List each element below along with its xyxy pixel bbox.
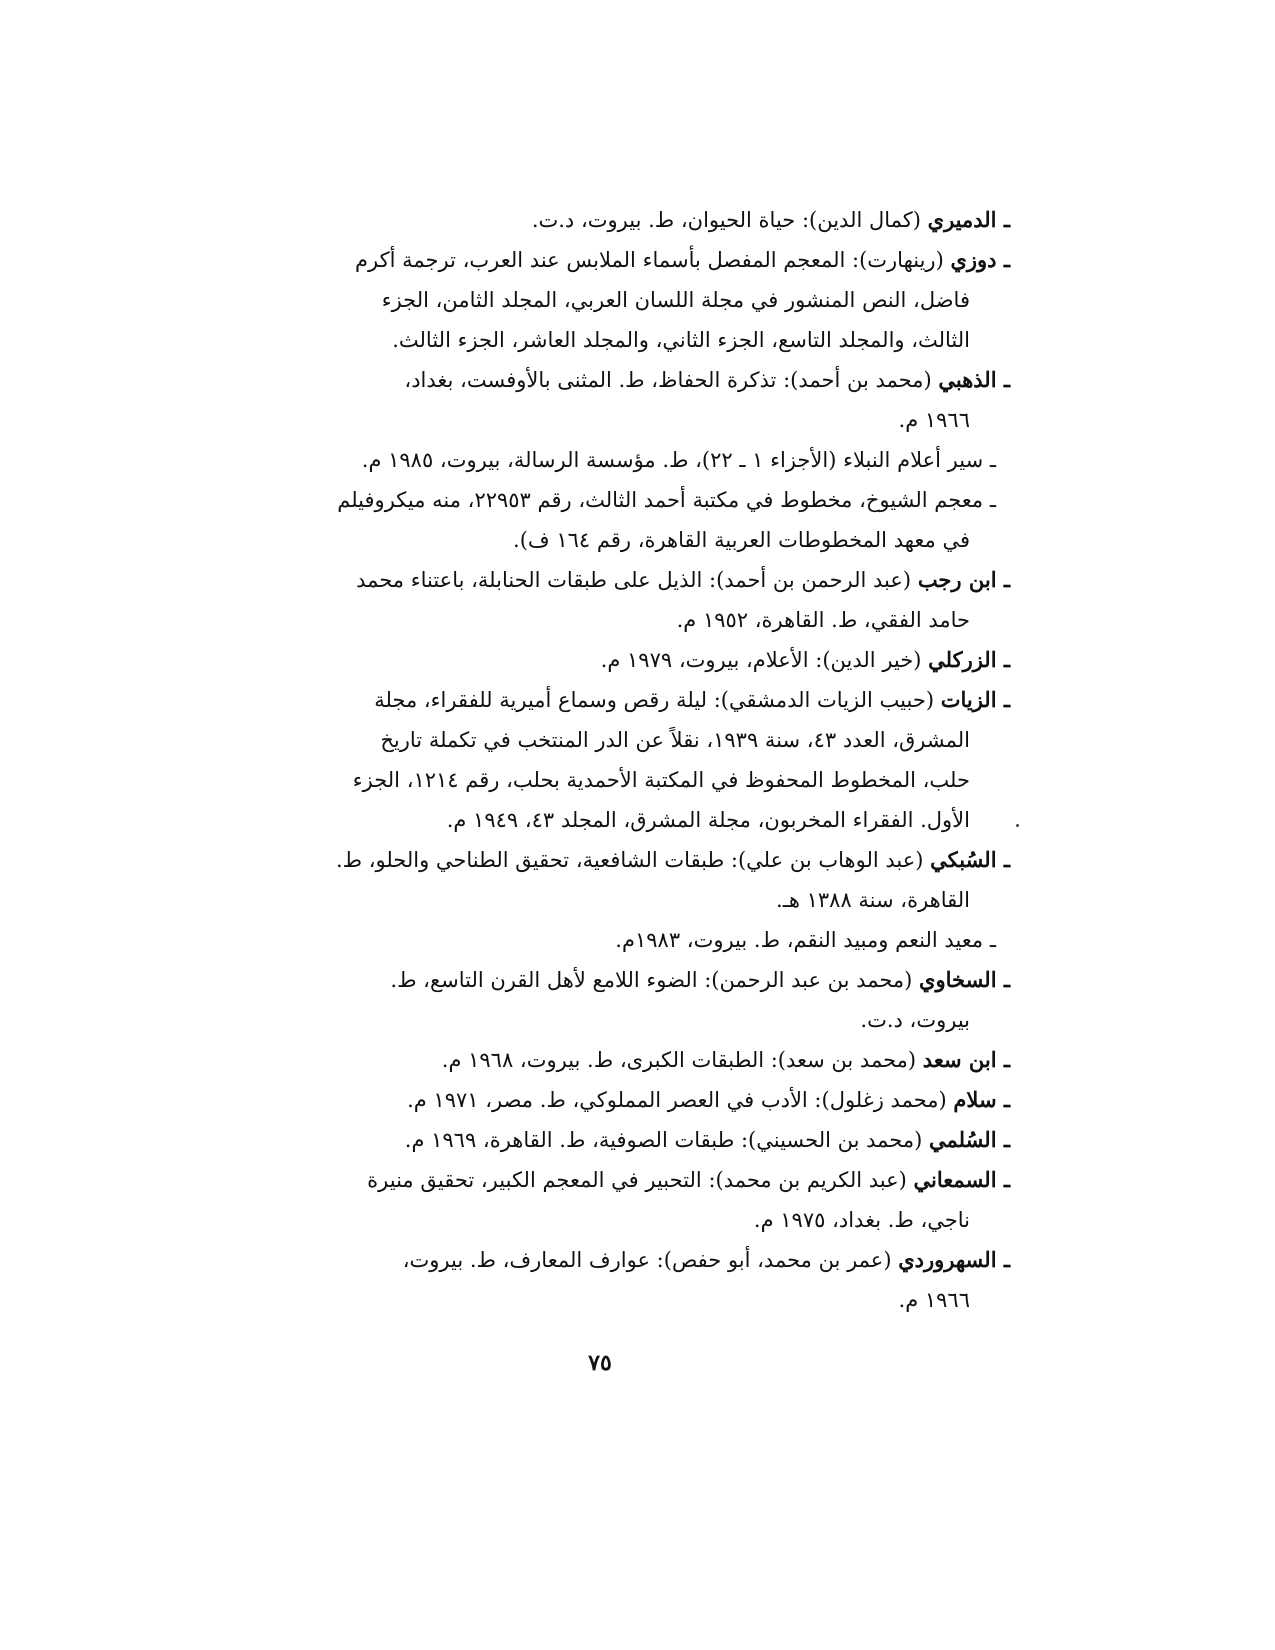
entry-author: ـ السُلمي <box>928 1127 1010 1152</box>
entry-text: (محمد بن الحسيني): طبقات الصوفية، ط. القاهرة، ١٩٦٩ م. <box>404 1128 923 1152</box>
entry-continuation-line <box>220 400 1010 440</box>
entry-text: حلب، المخطوط المحفوظ في المكتبة الأحمدية بحلب، رقم ١٢١٤، الجزء <box>352 768 970 792</box>
entry-continuation-line <box>220 600 1010 640</box>
entry-first-line <box>220 1040 1010 1080</box>
entry-first-line <box>220 1120 1010 1160</box>
entry-first-line <box>220 680 1010 720</box>
entry-text: القاهرة، سنة ١٣٨٨ هـ. <box>776 888 970 912</box>
entry-continuation-line <box>220 1200 1010 1240</box>
entry-text: ـ معجم الشيوخ، مخطوط في مكتبة أحمد الثالث، رقم ٢٢٩٥٣، منه ميكروفيلم <box>337 488 996 512</box>
entry-text: (كمال الدين): حياة الحيوان، ط. بيروت، د.ت. <box>531 208 921 232</box>
bibliography-list <box>220 200 1010 1320</box>
bibliography-entry-dhahabi <box>220 360 1010 440</box>
entry-continuation-line <box>220 320 1010 360</box>
bibliography-entry-samani <box>220 1160 1010 1240</box>
entry-text: ـ سير أعلام النبلاء (الأجزاء ١ ـ ٢٢)، ط. مؤسسة الرسالة، بيروت، ١٩٨٥ م. <box>361 448 996 472</box>
entry-continuation-line <box>220 760 1010 800</box>
bibliography-entry-subki <box>220 840 1010 920</box>
entry-continuation-line <box>220 800 1010 840</box>
bibliography-entry-dhahabi-siyar <box>220 440 1010 480</box>
entry-first-line <box>220 1080 1010 1120</box>
entry-author: ـ السمعاني <box>913 1167 1010 1192</box>
entry-first-line <box>220 240 1010 280</box>
entry-text: (محمد بن سعد): الطبقات الكبرى، ط. بيروت، ١٩٦٨ م. <box>441 1048 917 1072</box>
entry-author: ـ دوزي <box>950 247 1010 272</box>
entry-continuation-line <box>220 520 1010 560</box>
entry-continuation-line <box>220 880 1010 920</box>
entry-text: (عمر بن محمد، أبو حفص): عوارف المعارف، ط. بيروت، <box>402 1248 892 1272</box>
bibliography-entry-sallam <box>220 1080 1010 1120</box>
entry-first-line <box>220 640 1010 680</box>
bibliography-entry-sakhawi <box>220 960 1010 1040</box>
entry-first-line <box>220 360 1010 400</box>
entry-first-line <box>220 1160 1010 1200</box>
entry-continuation-line <box>220 720 1010 760</box>
entry-first-line <box>220 200 1010 240</box>
bibliography-entry-zirikli <box>220 640 1010 680</box>
entry-author: ـ الزركلي <box>928 647 1010 672</box>
entry-text: (عبد الرحمن بن أحمد): الذيل على طبقات الحنابلة، باعتناء محمد <box>356 568 912 592</box>
bibliography-entry-dhahabi-mujam <box>220 480 1010 560</box>
entry-first-line <box>220 840 1010 880</box>
entry-first-line <box>220 920 1010 960</box>
entry-text: (محمد زغلول): الأدب في العصر المملوكي، ط. مصر، ١٩٧١ م. <box>407 1088 947 1112</box>
entry-text: المشرق، العدد ٤٣، سنة ١٩٣٩، نقلاً عن الدر المنتخب في تكملة تاريخ <box>380 728 970 752</box>
entry-first-line <box>220 1240 1010 1280</box>
entry-author: ـ الذهبي <box>938 367 1010 392</box>
page-number: ٧٥ <box>588 1350 612 1376</box>
entry-text: الأول. الفقراء المخربون، مجلة المشرق، المجلد ٤٣، ١٩٤٩ م. <box>446 808 970 832</box>
bibliography-entry-ibn-rajab <box>220 560 1010 640</box>
bibliography-entry-sulami <box>220 1120 1010 1160</box>
entry-text: (رينهارت): المعجم المفصل بأسماء الملابس عند العرب، ترجمة أكرم <box>355 248 944 272</box>
bibliography-entry-subki-muid <box>220 920 1010 960</box>
bibliography-entry-zayyat <box>220 680 1010 840</box>
entry-first-line <box>220 560 1010 600</box>
bibliography-entry-suhrawardi <box>220 1240 1010 1320</box>
entry-text: (عبد الوهاب بن علي): طبقات الشافعية، تحقيق الطناحي والحلو، ط. <box>335 848 924 872</box>
entry-text: في معهد المخطوطات العربية القاهرة، رقم ١٦٤ ف). <box>513 528 970 552</box>
entry-author: ـ الزيات <box>940 687 1010 712</box>
bibliography-entry-ibn-saad <box>220 1040 1010 1080</box>
entry-continuation-line <box>220 1280 1010 1320</box>
entry-text: (محمد بن عبد الرحمن): الضوء اللامع لأهل القرن التاسع، ط. <box>390 968 913 992</box>
entry-author: ـ السخاوي <box>919 967 1010 992</box>
entry-author: ـ سلام <box>953 1087 1010 1112</box>
entry-text: (حبيب الزيات الدمشقي): ليلة رقص وسماع أميرية للفقراء، مجلة <box>374 688 935 712</box>
entry-author: ـ الدميري <box>927 207 1010 232</box>
entry-text: حامد الفقي، ط. القاهرة، ١٩٥٢ م. <box>676 608 970 632</box>
entry-text: الثالث، والمجلد التاسع، الجزء الثاني، والمجلد العاشر، الجزء الثالث. <box>392 328 970 352</box>
entry-text: ١٩٦٦ م. <box>898 408 970 432</box>
entry-continuation-line <box>220 280 1010 320</box>
entry-continuation-line <box>220 1000 1010 1040</box>
scan-speck <box>1016 824 1019 827</box>
entry-text: بيروت، د.ت. <box>860 1008 970 1032</box>
entry-first-line <box>220 440 1010 480</box>
entry-author: ـ ابن سعد <box>922 1047 1010 1072</box>
entry-text: ١٩٦٦ م. <box>898 1288 970 1312</box>
entry-text: (خير الدين): الأعلام، بيروت، ١٩٧٩ م. <box>600 648 922 672</box>
entry-text: ـ معيد النعم ومبيد النقم، ط. بيروت، ١٩٨٣م. <box>615 928 996 952</box>
entry-author: ـ ابن رجب <box>917 567 1010 592</box>
entry-first-line <box>220 480 1010 520</box>
entry-author: ـ السُبكي <box>930 847 1010 872</box>
entry-text: فاضل، النص المنشور في مجلة اللسان العربي، المجلد الثامن، الجزء <box>381 288 970 312</box>
entry-text: (عبد الكريم بن محمد): التحبير في المعجم الكبير، تحقيق منيرة <box>367 1168 907 1192</box>
bibliography-entry-dozy <box>220 240 1010 360</box>
entry-first-line <box>220 960 1010 1000</box>
bibliography-entry-damiri <box>220 200 1010 240</box>
entry-author: ـ السهروردي <box>898 1247 1010 1272</box>
entry-text: ناجي، ط. بغداد، ١٩٧٥ م. <box>753 1208 970 1232</box>
entry-text: (محمد بن أحمد): تذكرة الحفاظ، ط. المثنى بالأوفست، بغداد، <box>404 368 932 392</box>
